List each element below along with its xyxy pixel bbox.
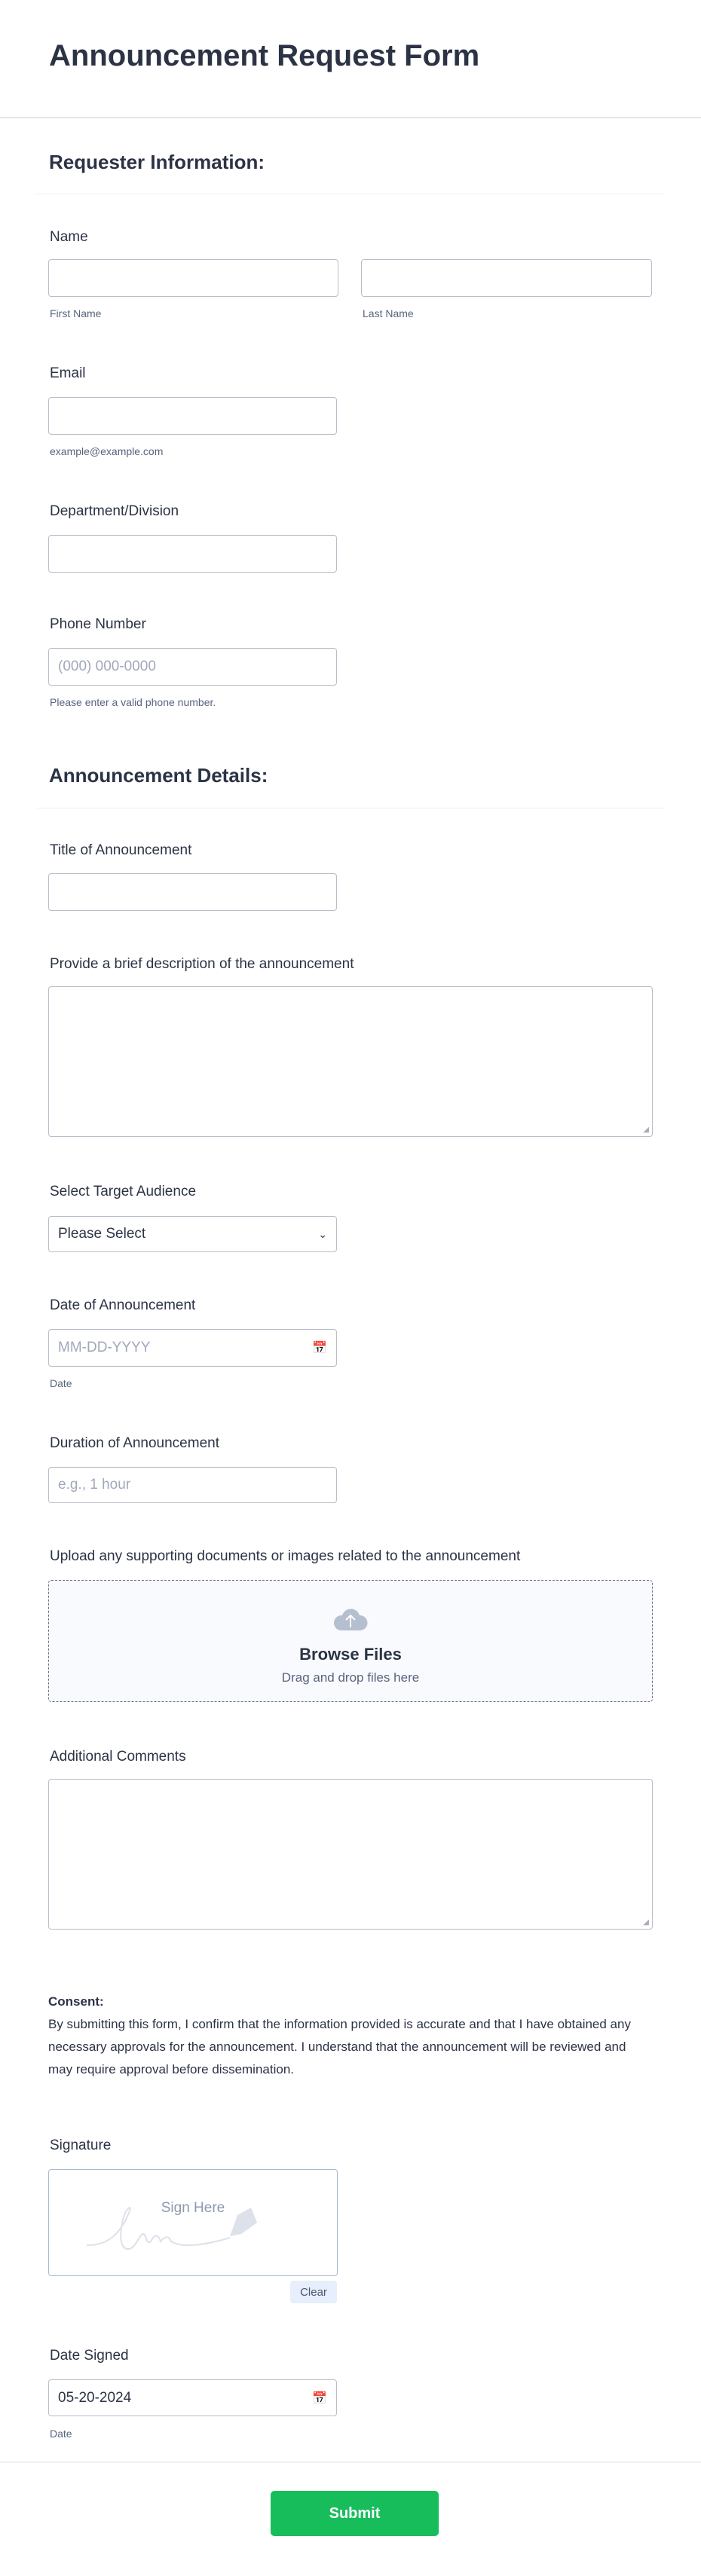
description-textarea[interactable] — [48, 986, 653, 1137]
file-dropzone[interactable] — [48, 1580, 653, 1702]
name-label: Name — [50, 229, 88, 245]
date-placeholder: MM-DD-YYYY — [58, 1340, 151, 1355]
email-sublabel: example@example.com — [50, 445, 164, 457]
department-input[interactable] — [48, 535, 337, 573]
announcement-date-sublabel: Date — [50, 1377, 72, 1389]
chevron-down-icon: ⌄ — [318, 1227, 327, 1240]
consent-text: By submitting this form, I confirm that the information provided is accurate and that I have obtained any necessary approvals for the announcement. I understand that the announcement will be reviewed and may require approval before dissemination. — [48, 2017, 631, 2076]
submit-button[interactable]: Submit — [271, 2491, 439, 2536]
announcement-title-label: Title of Announcement — [50, 842, 192, 858]
calendar-icon[interactable]: 📅 — [312, 2391, 327, 2405]
email-input[interactable] — [48, 397, 337, 435]
date-signed-label: Date Signed — [50, 2348, 129, 2364]
date-signed-input[interactable] — [48, 2379, 337, 2416]
audience-selected: Please Select — [58, 1226, 146, 1242]
sign-here-placeholder: Sign Here — [161, 2200, 225, 2216]
upload-label: Upload any supporting documents or images related to the announcement — [50, 1548, 521, 1564]
footer-divider — [0, 2461, 701, 2463]
comments-textarea[interactable] — [48, 1779, 653, 1930]
last-name-input[interactable] — [361, 259, 652, 297]
phone-placeholder: (000) 000-0000 — [58, 659, 156, 674]
signature-pad[interactable] — [48, 2169, 338, 2276]
email-label: Email — [50, 365, 86, 381]
audience-label: Select Target Audience — [50, 1184, 197, 1199]
section-heading-requester: Requester Information: — [49, 151, 265, 173]
department-label: Department/Division — [50, 503, 179, 519]
resize-handle-icon[interactable]: ◢ — [643, 1918, 649, 1927]
description-label: Provide a brief description of the announcement — [50, 956, 354, 972]
duration-label: Duration of Announcement — [50, 1435, 219, 1451]
phone-input[interactable] — [48, 648, 337, 686]
calendar-icon[interactable]: 📅 — [312, 1342, 327, 1355]
announcement-date-label: Date of Announcement — [50, 1297, 196, 1313]
first-name-input[interactable] — [48, 259, 338, 297]
last-name-sublabel: Last Name — [363, 307, 414, 319]
date-signed-sublabel: Date — [50, 2428, 72, 2440]
drop-hint: Drag and drop files here — [281, 1670, 420, 1685]
page-title: Announcement Request Form — [49, 39, 480, 72]
duration-placeholder: e.g., 1 hour — [58, 1477, 131, 1493]
header-divider — [0, 117, 701, 118]
signature-label: Signature — [50, 2137, 112, 2153]
announcement-date-input[interactable] — [48, 1329, 337, 1367]
phone-sublabel: Please enter a valid phone number. — [50, 696, 216, 708]
clear-signature-button[interactable]: Clear — [290, 2281, 337, 2303]
consent-block — [48, 1991, 651, 2081]
first-name-sublabel: First Name — [50, 307, 102, 319]
consent-heading: Consent: — [48, 1994, 104, 2009]
audience-select[interactable] — [48, 1216, 337, 1252]
section-heading-details: Announcement Details: — [49, 764, 268, 787]
comments-label: Additional Comments — [50, 1749, 186, 1765]
duration-input[interactable] — [48, 1467, 337, 1503]
date-signed-value: 05-20-2024 — [58, 2389, 132, 2406]
resize-handle-icon[interactable]: ◢ — [643, 1126, 649, 1134]
phone-label: Phone Number — [50, 616, 146, 632]
cloud-upload-icon — [332, 1603, 369, 1633]
browse-files-button[interactable]: Browse Files — [299, 1645, 402, 1664]
announcement-title-input[interactable] — [48, 873, 337, 911]
signature-pen-icon — [79, 2193, 305, 2268]
